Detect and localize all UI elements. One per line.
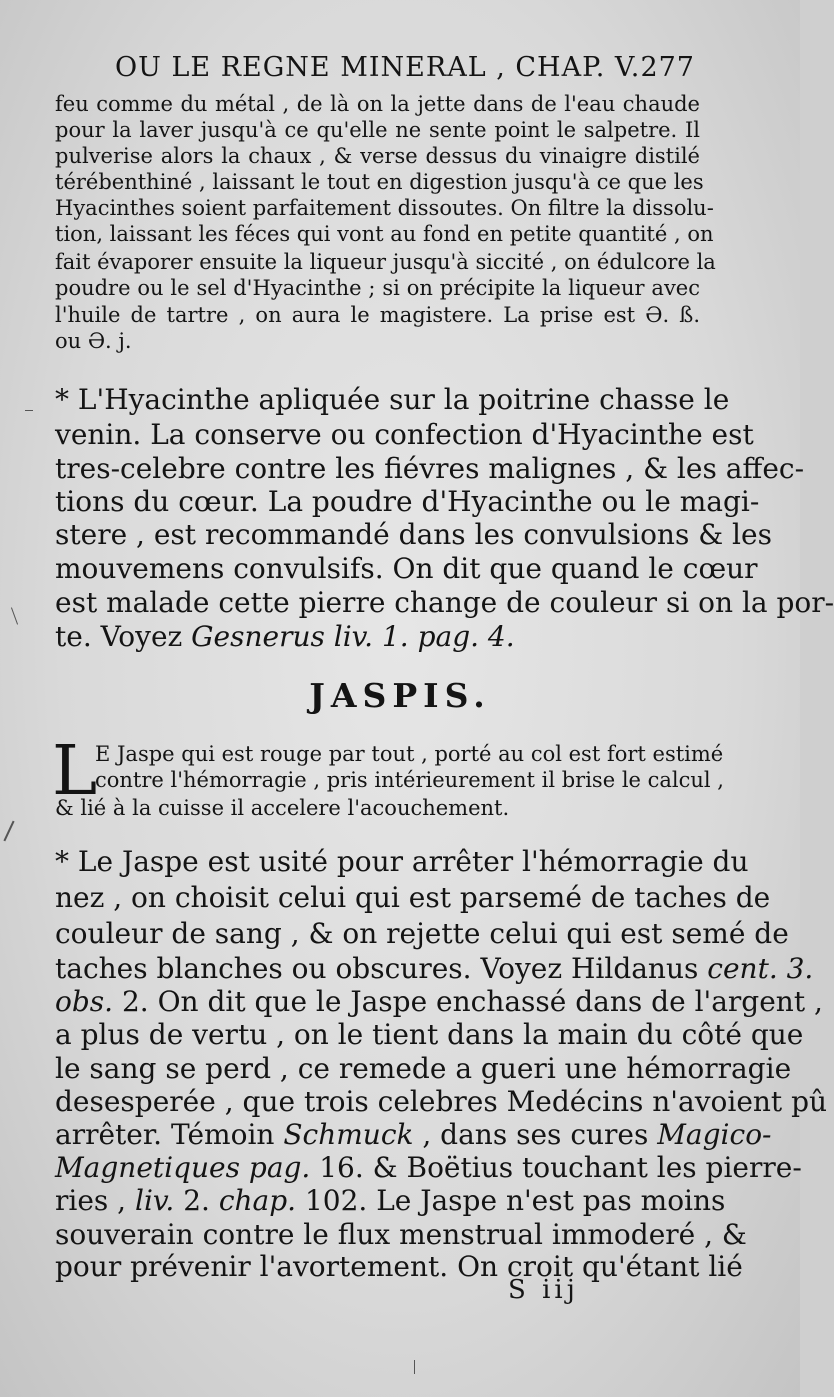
section-heading: JASPIS. [309,676,491,715]
text-line: le sang se perd , ce remede a gueri une hémorragie [55,1052,792,1085]
text-run: te. Voyez [55,620,192,653]
text-line: térébenthiné , laissant le tout en digestion jusqu'à ce que les [55,170,704,194]
drop-cap: L [52,732,98,811]
text-line [55,620,700,653]
text-line [55,952,814,985]
text-line: a plus de vertu , on le tient dans la main du côté que [55,1018,804,1051]
running-title: OU LE REGNE MINERAL , CHAP. V. [115,52,641,83]
text-line: feu comme du métal , de là on la jette dans de l'eau chaude [55,92,700,116]
text-line: & lié à la cuisse il accelere l'acouchement. [55,796,510,820]
text-line: tions du cœur. La poudre d'Hyacinthe ou le magi- [55,485,760,518]
text-line: ou Ə. j. [55,329,132,353]
text-run: taches blanches ou obscures. Voyez Hildanus [55,952,708,985]
text-line: tion, laissant les féces qui vont au fond en petite quantité , on [55,222,714,246]
signature-mark: S iij [508,1275,579,1305]
text-line: Hyacinthes soient parfaitement dissoutes. On filtre la dissolu- [55,196,714,220]
text-line: contre l'hémorragie , pris intérieurement il brise le calcul , [95,768,724,792]
text-run: 2. [174,1184,219,1217]
text-line: * L'Hyacinthe apliquée sur la poitrine chasse le [55,383,730,416]
text-line: stere , est recommandé dans les convulsions & les [55,518,772,551]
page-number: 277 [640,52,695,83]
text-line: pour la laver jusqu'à ce qu'elle ne sente point le salpetre. Il [55,118,700,142]
text-line: * Le Jaspe est usité pour arrêter l'hémorragie du [55,845,749,878]
citation: obs. [55,985,114,1018]
text-line [55,1118,772,1151]
citation: cent. 3. [707,952,814,985]
text-line: couleur de sang , & on rejette celui qui est semé de [55,917,789,950]
text-line: pulverise alors la chaux , & verse dessus du vinaigre distilé [55,144,700,168]
citation: liv. [134,1184,175,1217]
text-run: 2. On dit que le Jaspe enchassé dans de l'argent , [113,985,823,1018]
margin-mark [25,410,33,411]
text-line [55,985,823,1018]
margin-mark [414,1360,415,1374]
text-line: desesperée , que trois celebres Medécins n'avoient pû [55,1085,828,1118]
running-header [115,52,695,83]
text-line: nez , on choisit celui qui est parsemé de taches de [55,881,771,914]
text-line: pour prévenir l'avortement. On croit qu'étant lié [55,1250,743,1283]
citation: chap. [218,1184,297,1217]
text-line [55,1151,802,1184]
margin-mark [11,607,18,624]
text-line: est malade cette pierre change de couleur si on la por- [55,586,834,619]
text-line: l'huile de tartre , on aura le magistere. La prise est Ə. ß. [55,303,700,327]
margin-mark [3,821,14,842]
citation: Magico- [657,1118,772,1151]
text-line: poudre ou le sel d'Hyacinthe ; si on précipite la liqueur avec [55,276,700,300]
text-line: venin. La conserve ou confection d'Hyacinthe est [55,418,754,451]
text-run: 102. Le Jaspe n'est pas moins [296,1184,726,1217]
citation: Schmuck [283,1118,414,1151]
text-line: souverain contre le flux menstrual immoderé , & [55,1218,747,1251]
citation: Magnetiques pag. [55,1151,311,1184]
text-run: arrêter. Témoin [55,1118,284,1151]
text-run: ries , [55,1184,135,1217]
text-line: E Jaspe qui est rouge par tout , porté au col est fort estimé [95,742,724,766]
text-line: tres-celebre contre les fiévres malignes , & les affec- [55,452,805,485]
text-line: fait évaporer ensuite la liqueur jusqu'à siccité , on édulcore la [55,250,716,274]
text-line [55,1184,726,1217]
text-line: mouvemens convulsifs. On dit que quand le cœur [55,552,758,585]
text-run: 16. & Boëtius touchant les pierre- [310,1151,802,1184]
citation: Gesnerus liv. 1. pag. 4. [191,620,515,653]
text-run: , dans ses cures [413,1118,658,1151]
